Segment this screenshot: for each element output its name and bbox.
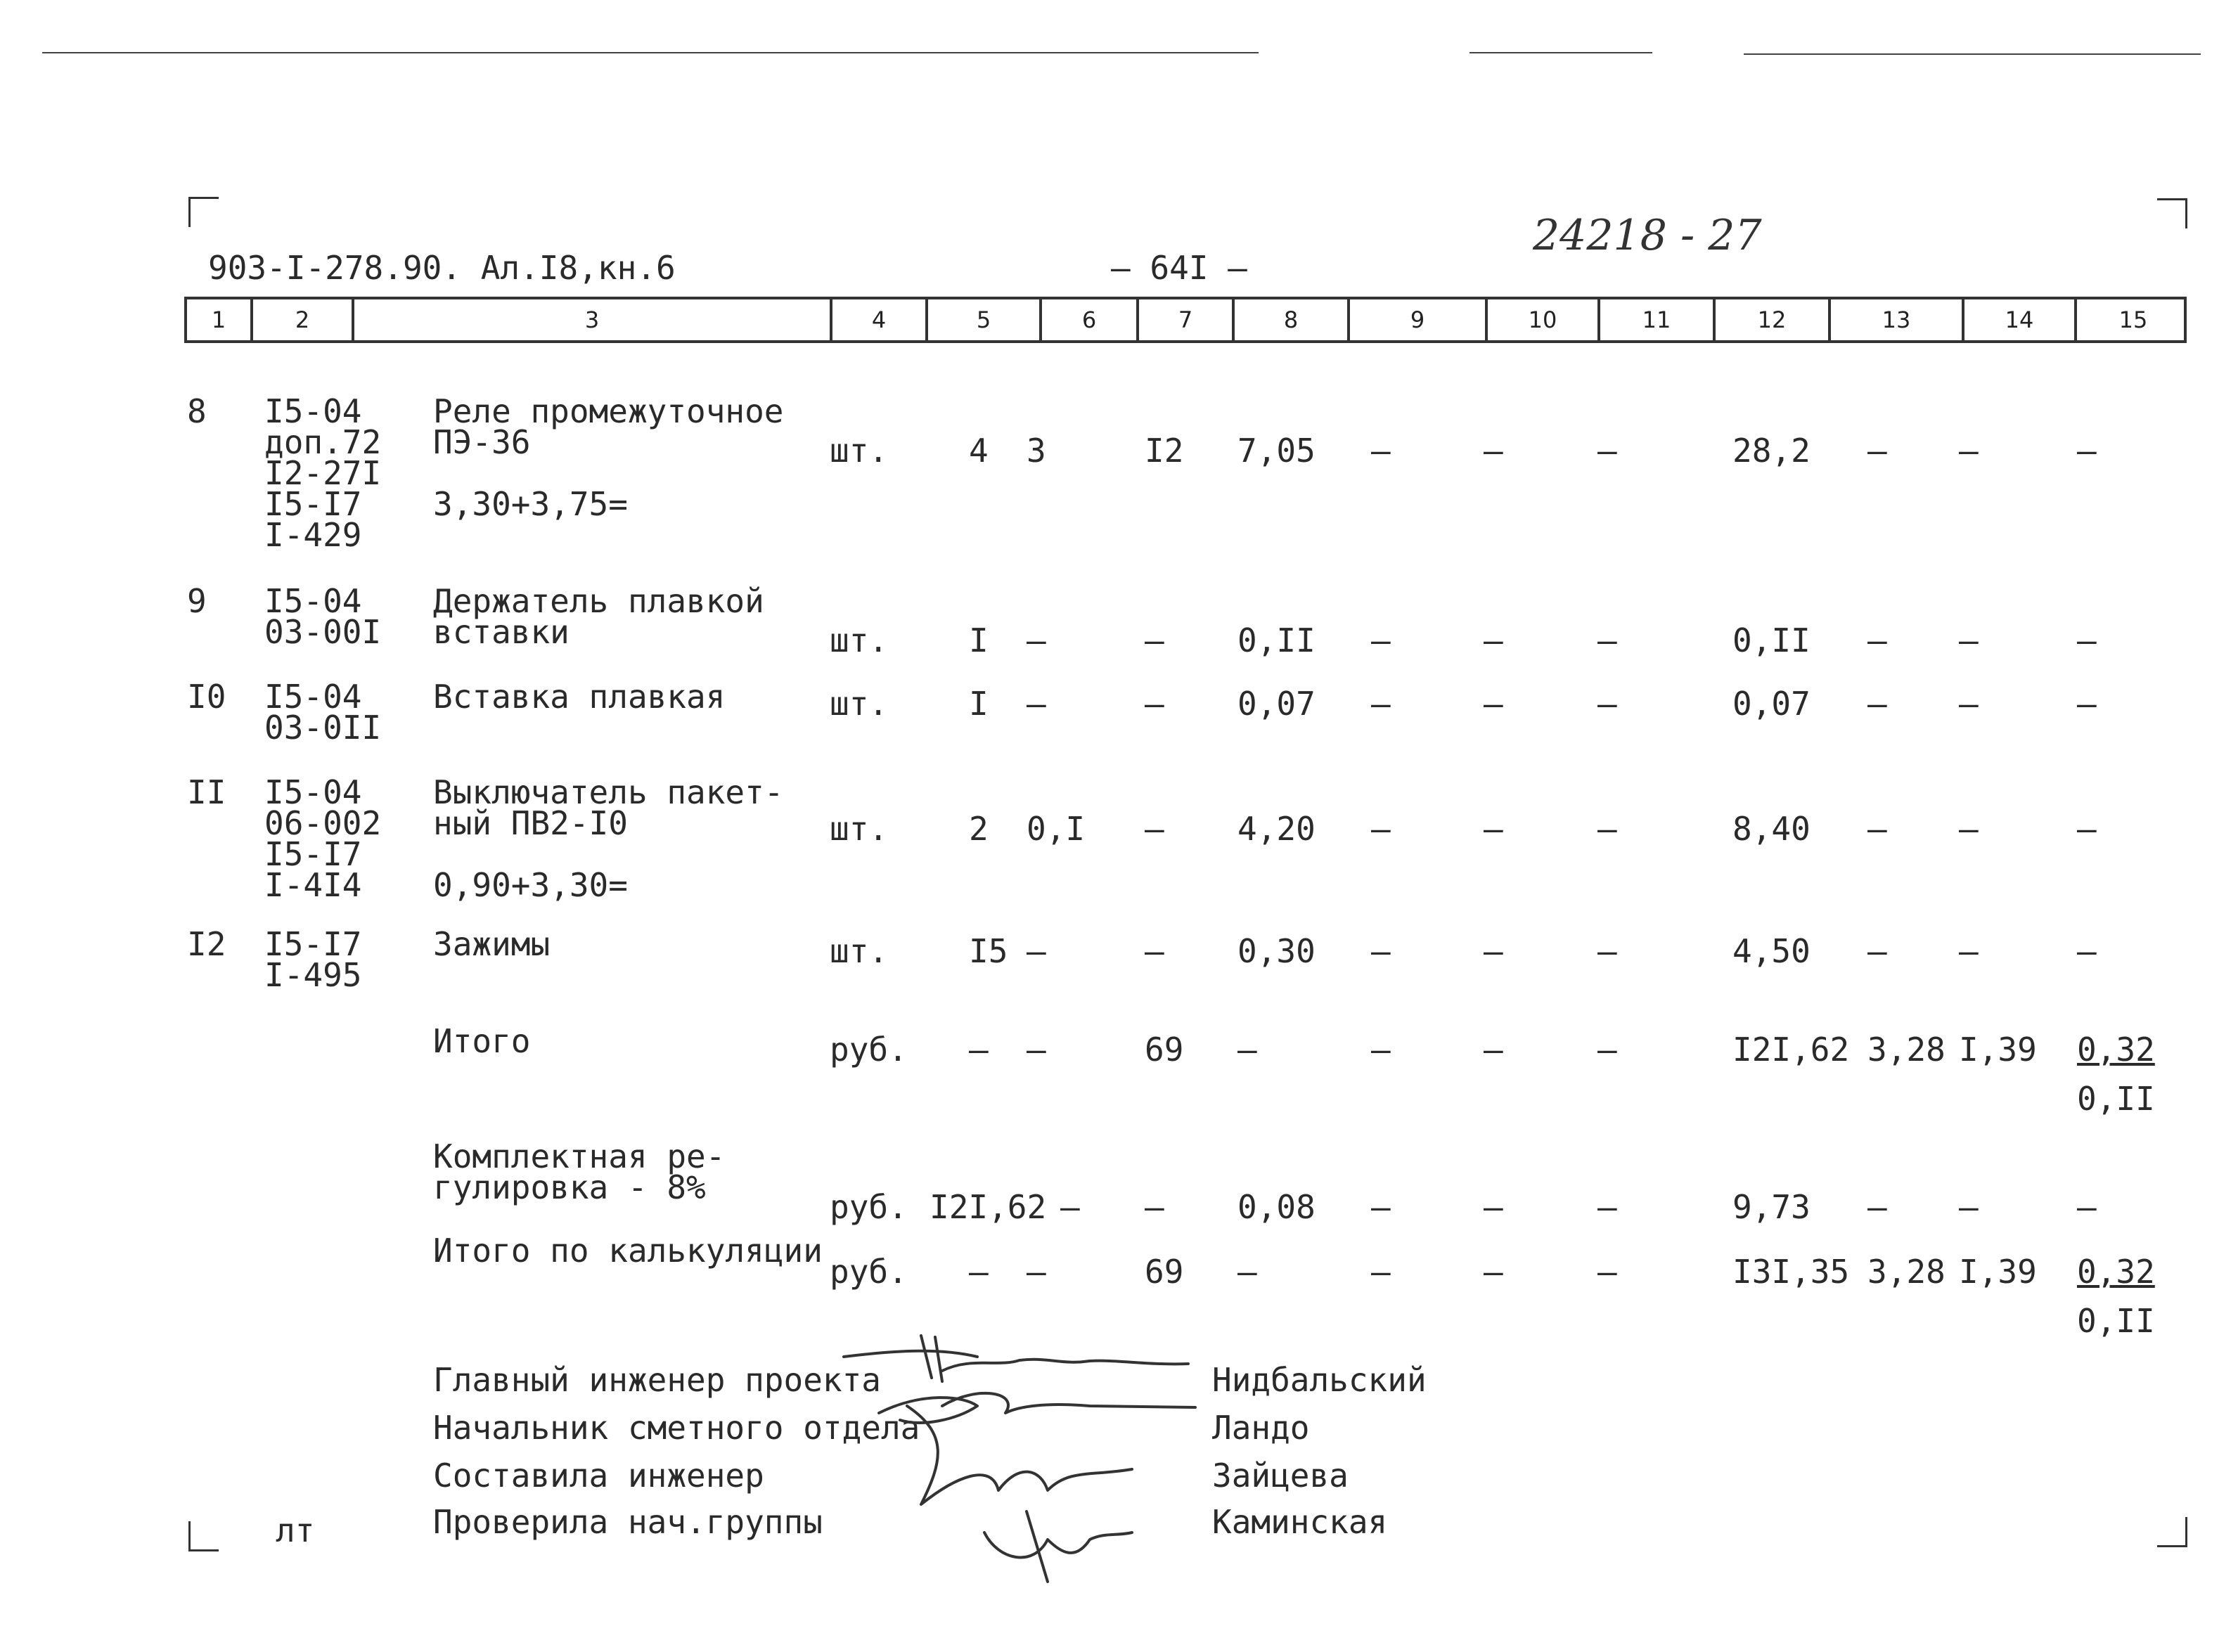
summary-col-8: – [1237, 1031, 1257, 1069]
column-header-4: 4 [830, 299, 925, 340]
summary-col-13: – [1867, 1188, 1887, 1226]
cell-col-7: – [1145, 621, 1164, 659]
column-header-2: 2 [250, 299, 352, 340]
summary-col-5: – [969, 1031, 989, 1069]
row-number: I0 [187, 678, 226, 716]
cell-col-6: 3 [1027, 432, 1046, 470]
cell-col-12: 0,II [1732, 621, 1811, 659]
item-name-line: Реле промежуточное [433, 392, 784, 430]
cell-col-14: – [1959, 810, 1979, 848]
price-code-line: I2-27I [264, 454, 382, 492]
price-code-line: I5-I7 [264, 485, 362, 523]
cell-col-9: – [1371, 810, 1391, 848]
archive-number: 24218 - 27 [1533, 211, 1762, 260]
cell-col-7: – [1145, 810, 1164, 848]
page-number: — 64I — [1111, 249, 1247, 287]
column-header-row [184, 297, 2187, 343]
summary-col-10: – [1484, 1188, 1503, 1226]
price-code-line: I5-04 [264, 582, 362, 620]
summary-col-7: – [1145, 1188, 1164, 1226]
cell-col-8: 4,20 [1237, 810, 1316, 848]
summary-col-15: – [2077, 1188, 2097, 1226]
cell-col-9: – [1371, 685, 1391, 723]
cell-col-10: – [1484, 810, 1503, 848]
price-code-line: I-429 [264, 516, 362, 554]
summary-col-14: I,39 [1959, 1253, 2037, 1291]
column-header-5: 5 [925, 299, 1039, 340]
summary-col-14: – [1959, 1188, 1979, 1226]
summary-col-5: I2I,62 [930, 1188, 1047, 1226]
signature-name: Нидбальский [1212, 1361, 1427, 1399]
bottom-mark: лт [276, 1511, 315, 1549]
cell-col-15: – [2077, 685, 2097, 723]
signature-role: Главный инженер проекта [433, 1361, 881, 1399]
cell-col-14: – [1959, 621, 1979, 659]
summary-col-9: – [1371, 1031, 1391, 1069]
cell-col-8: 0,07 [1237, 685, 1316, 723]
cell-col-12: 0,07 [1732, 685, 1811, 723]
summary-col-6: – [1027, 1253, 1046, 1291]
price-code-line: 03-0II [264, 709, 382, 747]
cell-col-11: – [1597, 432, 1617, 470]
summary-col-14: I,39 [1959, 1031, 2037, 1069]
signature-name: Каминская [1212, 1503, 1388, 1541]
cell-col-5: I [969, 621, 989, 659]
column-header-6: 6 [1039, 299, 1136, 340]
cell-col-6: – [1027, 685, 1046, 723]
column-header-8: 8 [1232, 299, 1347, 340]
cell-col-9: – [1371, 932, 1391, 970]
column-header-12: 12 [1713, 299, 1828, 340]
cell-col-15: – [2077, 621, 2097, 659]
summary-col-10: – [1484, 1253, 1503, 1291]
summary-col-11: – [1597, 1188, 1617, 1226]
cell-col-11: – [1597, 810, 1617, 848]
cell-col-15: – [2077, 432, 2097, 470]
signature-scribbles [837, 1329, 1202, 1589]
summary-col-15: 0,32 [2077, 1031, 2155, 1069]
cell-col-10: – [1484, 621, 1503, 659]
cell-col-15: – [2077, 932, 2097, 970]
cell-col-5: 4 [969, 432, 989, 470]
signature-name: Зайцева [1212, 1457, 1349, 1495]
summary-col-9: – [1371, 1253, 1391, 1291]
price-code-line: 06-002 [264, 804, 382, 842]
column-header-11: 11 [1597, 299, 1713, 340]
corner-mark [188, 1521, 219, 1551]
row-number: I2 [187, 925, 226, 963]
cell-col-6: – [1027, 932, 1046, 970]
price-code-line: I-4I4 [264, 866, 362, 904]
row-number: 9 [187, 582, 207, 620]
summary-col-13: 3,28 [1867, 1253, 1946, 1291]
cell-col-4: шт. [830, 685, 889, 723]
column-header-1: 1 [211, 306, 226, 333]
item-name-line: ПЭ-36 [433, 423, 531, 461]
summary-col-10: – [1484, 1031, 1503, 1069]
summary-col-6: – [1060, 1188, 1080, 1226]
item-name-line: Вставка плавкая [433, 678, 726, 716]
item-name-line: вставки [433, 613, 570, 651]
cell-col-10: – [1484, 932, 1503, 970]
cell-col-11: – [1597, 621, 1617, 659]
cell-col-10: – [1484, 685, 1503, 723]
cell-col-13: – [1867, 432, 1887, 470]
price-code-line: I5-I7 [264, 835, 362, 873]
cell-col-4: шт. [830, 932, 889, 970]
summary-col-15-second: 0,II [2077, 1302, 2155, 1340]
cell-col-14: – [1959, 932, 1979, 970]
cell-col-5: I5 [969, 932, 1008, 970]
item-name-line: 0,90+3,30= [433, 866, 628, 904]
cell-col-7: – [1145, 932, 1164, 970]
cell-col-4: шт. [830, 621, 889, 659]
summary-col-5: – [969, 1253, 989, 1291]
signature-name: Ландо [1212, 1409, 1310, 1447]
summary-col-15-second: 0,II [2077, 1080, 2155, 1118]
cell-col-13: – [1867, 932, 1887, 970]
summary-label-line: Итого по калькуляции [433, 1232, 823, 1270]
cell-col-9: – [1371, 621, 1391, 659]
cell-col-9: – [1371, 432, 1391, 470]
summary-label-line: Итого [433, 1022, 531, 1060]
item-name-line: 3,30+3,75= [433, 485, 628, 523]
cell-col-13: – [1867, 621, 1887, 659]
summary-col-4: руб. [830, 1253, 908, 1291]
summary-col-15: 0,32 [2077, 1253, 2155, 1291]
item-name-line: ный ПВ2-I0 [433, 804, 628, 842]
column-header-10: 10 [1485, 299, 1597, 340]
cell-col-4: шт. [830, 432, 889, 470]
summary-col-4: руб. [830, 1188, 908, 1226]
summary-label-line: Комплектная ре- [433, 1137, 726, 1175]
signature-role: Проверила нач.группы [433, 1503, 823, 1541]
cell-col-5: I [969, 685, 989, 723]
price-code-line: I5-04 [264, 773, 362, 811]
row-number: 8 [187, 392, 207, 430]
summary-col-11: – [1597, 1253, 1617, 1291]
summary-col-8: 0,08 [1237, 1188, 1316, 1226]
signature-role: Составила инженер [433, 1457, 764, 1495]
cell-col-7: I2 [1145, 432, 1184, 470]
cell-col-4: шт. [830, 810, 889, 848]
price-code-line: I-495 [264, 956, 362, 994]
document-code: 903-I-278.90. Ал.I8,кн.6 [208, 249, 676, 287]
summary-label-line: гулировка - 8% [433, 1168, 706, 1206]
summary-col-4: руб. [830, 1031, 908, 1069]
cell-col-6: 0,I [1027, 810, 1086, 848]
summary-col-8: – [1237, 1253, 1257, 1291]
cell-col-15: – [2077, 810, 2097, 848]
cell-col-14: – [1959, 432, 1979, 470]
corner-mark [2157, 198, 2187, 228]
cell-col-8: 7,05 [1237, 432, 1316, 470]
cell-col-7: – [1145, 685, 1164, 723]
cell-col-13: – [1867, 685, 1887, 723]
cell-col-5: 2 [969, 810, 989, 848]
column-header-15: 15 [2074, 299, 2189, 340]
price-code-line: I5-04 [264, 392, 362, 430]
row-number: II [187, 773, 226, 811]
item-name-line: Держатель плавкой [433, 582, 764, 620]
price-code-line: I5-I7 [264, 925, 362, 963]
price-code-line: доп.72 [264, 423, 382, 461]
cell-col-6: – [1027, 621, 1046, 659]
column-header-14: 14 [1962, 299, 2074, 340]
column-header-7: 7 [1136, 299, 1232, 340]
cell-col-11: – [1597, 932, 1617, 970]
cell-col-14: – [1959, 685, 1979, 723]
summary-col-7: 69 [1145, 1253, 1184, 1291]
cell-col-8: 0,30 [1237, 932, 1316, 970]
scan-line [1744, 53, 2201, 55]
summary-col-6: – [1027, 1031, 1046, 1069]
price-code-line: I5-04 [264, 678, 362, 716]
summary-col-12: I2I,62 [1732, 1031, 1850, 1069]
cell-col-10: – [1484, 432, 1503, 470]
column-header-3: 3 [352, 299, 830, 340]
corner-mark [2157, 1517, 2187, 1547]
summary-col-13: 3,28 [1867, 1031, 1946, 1069]
cell-col-8: 0,II [1237, 621, 1316, 659]
summary-col-7: 69 [1145, 1031, 1184, 1069]
signature-role: Начальник сметного отдела [433, 1409, 920, 1447]
cell-col-12: 28,2 [1732, 432, 1811, 470]
scan-line [42, 52, 1259, 53]
cell-col-11: – [1597, 685, 1617, 723]
summary-col-12: 9,73 [1732, 1188, 1811, 1226]
summary-col-11: – [1597, 1031, 1617, 1069]
summary-col-9: – [1371, 1188, 1391, 1226]
price-code-line: 03-00I [264, 613, 382, 651]
column-header-13: 13 [1828, 299, 1962, 340]
summary-col-12: I3I,35 [1732, 1253, 1850, 1291]
item-name-line: Выключатель пакет- [433, 773, 784, 811]
corner-mark [188, 197, 219, 227]
cell-col-12: 4,50 [1732, 932, 1811, 970]
cell-col-13: – [1867, 810, 1887, 848]
cell-col-12: 8,40 [1732, 810, 1811, 848]
item-name-line: Зажимы [433, 925, 551, 963]
column-header-9: 9 [1347, 299, 1485, 340]
scan-line [1470, 52, 1652, 53]
